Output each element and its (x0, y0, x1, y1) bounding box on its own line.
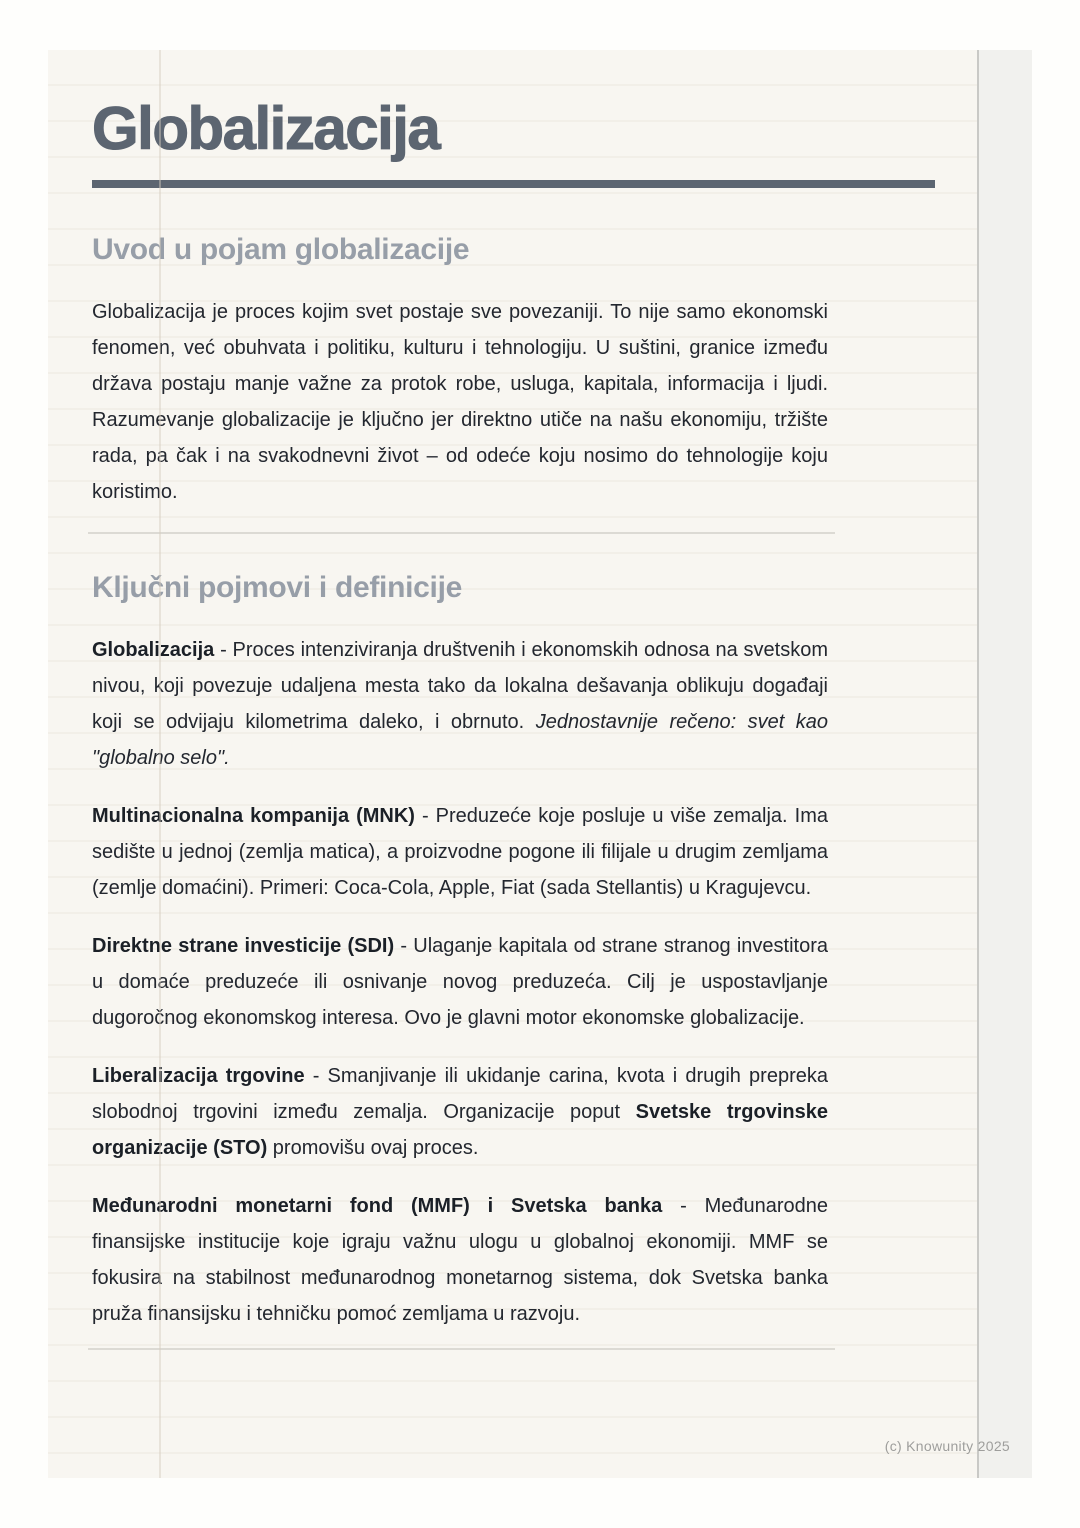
section-key-terms (92, 570, 828, 1332)
document-page (48, 50, 977, 1478)
section-intro (92, 232, 828, 510)
definition-liberalizacija: Liberalizacija trgovine - Smanjivanje ili ukidanje carina, kvota i drugih prepreka slobodnoj trgovini između zemalja. Organizacije poput Svetske trgovinske organizacije (STO) promovišu ovaj proces. (92, 1065, 828, 1159)
title-rule (92, 180, 935, 188)
definition-sdi: Direktne strane investicije (SDI) - Ulaganje kapitala od strane stranog investitora u domaće preduzeće ili osnivanje novog preduzeća. Cilj je uspostavljanje dugoročnog ekonomskog interesa. Ovo je glavni motor ekonomske globalizacije. (92, 935, 828, 1029)
definition-mmf: Međunarodni monetarni fond (MMF) i Svetska banka - Međunarodne finansijske institucije koje igraju važnu ulogu u globalnoj ekonomiji. MMF se fokusira na stabilnost međunarodnog monetarnog sistema, dok Svetska banka pruža finansijsku i tehničku pomoć zemljama u razvoju. (92, 1195, 829, 1325)
definition-globalizacija: Globalizacija - Proces intenziviranja društvenih i ekonomskih odnosa na svetskom nivou, koji povezuje udaljena mesta tako da lokalna dešavanja oblikuju događaji koji se odvijaju kilometrima daleko, i obrnuto. Jednostavnije rečeno: svet kao "globalno selo". (92, 639, 829, 769)
notebook-margin-line (159, 50, 161, 1478)
copyright-footer: (c) Knowunity 2025 (884, 1438, 1010, 1454)
section-heading-key-terms: Ključni pojmovi i definicije (92, 571, 462, 604)
page-title: Globalizacija (92, 95, 440, 162)
section-divider (88, 532, 835, 534)
page-edge (977, 50, 1032, 1478)
intro-paragraph: Globalizacija je proces kojim svet postaje sve povezaniji. To nije samo ekonomski fenomen, već obuhvata i politiku, kulturu i tehnologiju. U suštini, granice između država postaju manje važne za protok robe, usluga, kapitala, informacija i ljudi. Razumevanje globalizacije je ključno jer direktno utiče na našu ekonomiju, tržište rada, pa čak i na svakodnevni život – od odeće koju nosimo do tehnologije koju koristimo. (92, 301, 828, 503)
section-heading-intro: Uvod u pojam globalizacije (92, 233, 470, 266)
definition-mnk: Multinacionalna kompanija (MNK) - Preduzeće koje posluje u više zemalja. Ima sedište u jednoj (zemlja matica), a proizvodne pogone ili filijale u drugim zemljama (zemlje domaćini). Primeri: Coca-Cola, Apple, Fiat (sada Stellantis) u Kragujevcu. (92, 805, 828, 899)
bottom-divider (88, 1348, 835, 1350)
